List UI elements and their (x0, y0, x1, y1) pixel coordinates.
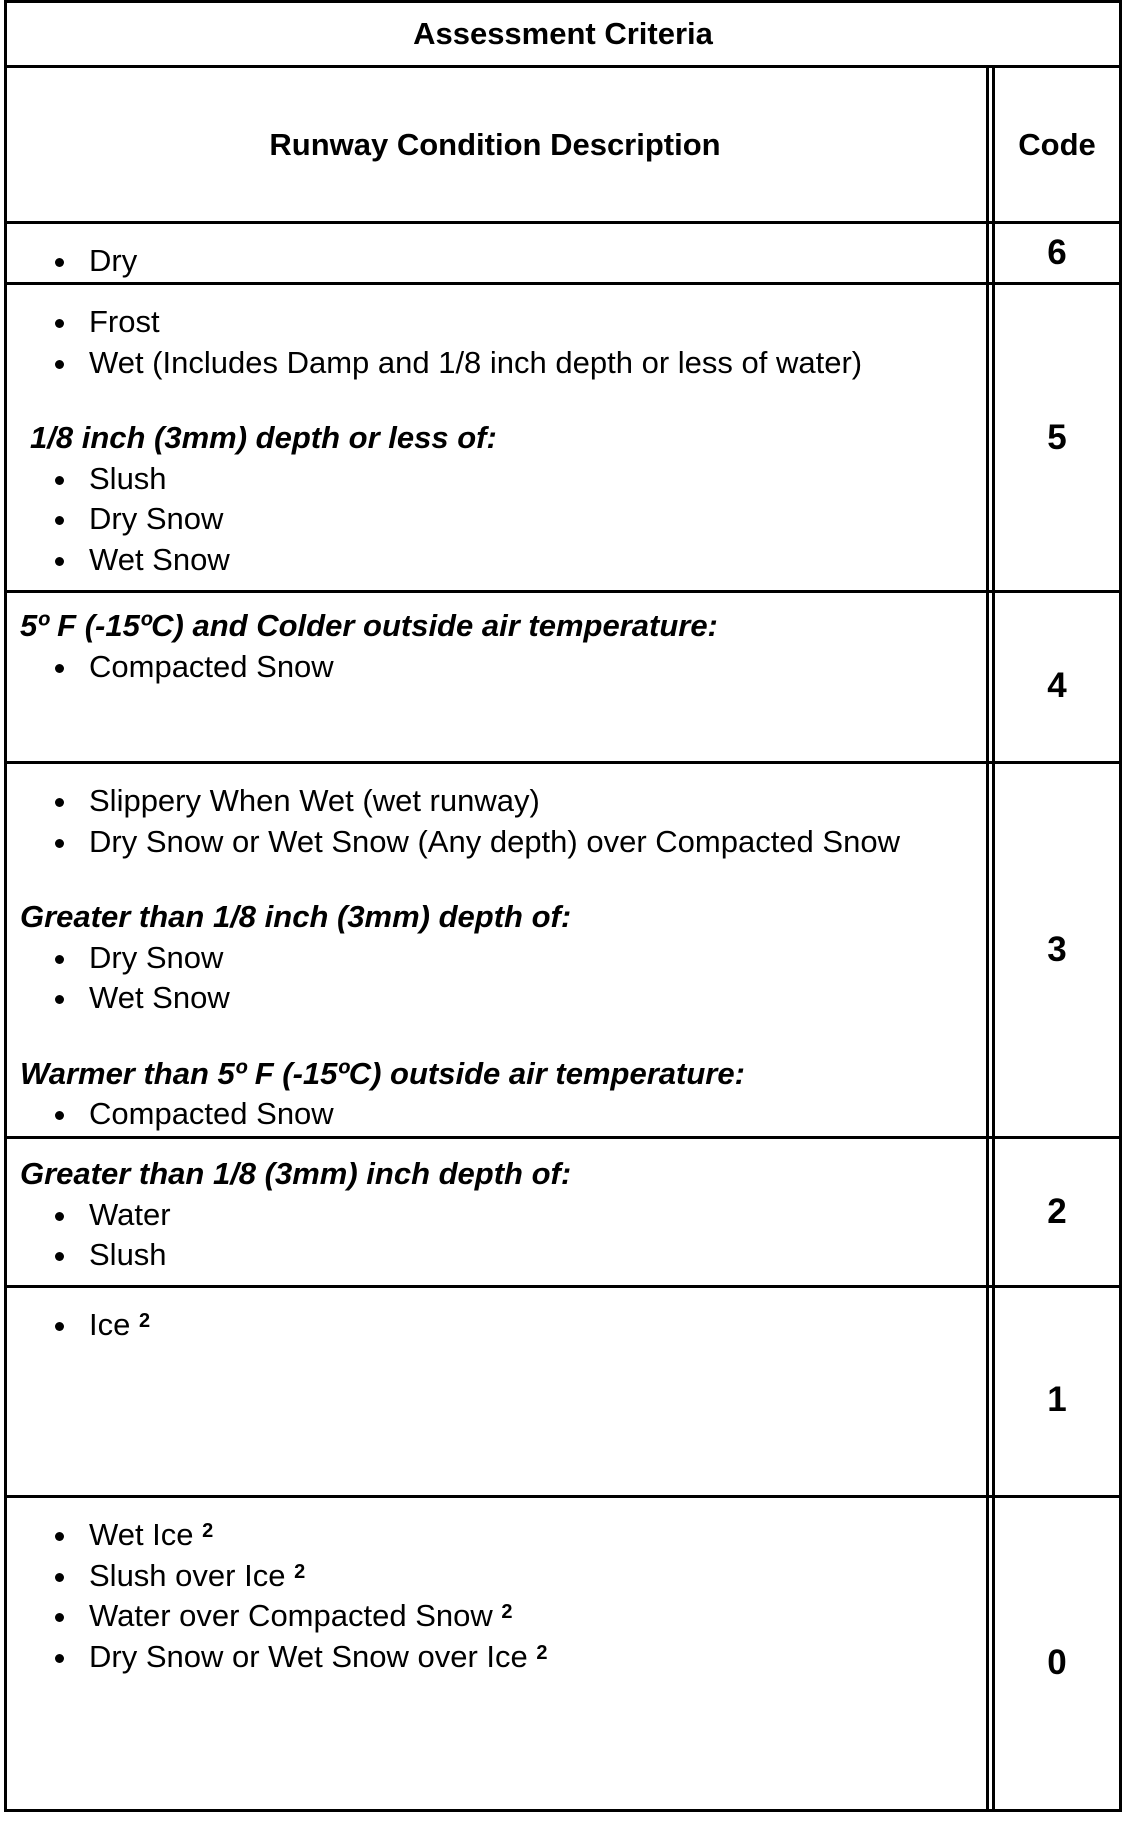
list-item-text: Dry Snow or Wet Snow over Ice (89, 1638, 528, 1674)
row-code: 2 (1047, 1192, 1067, 1231)
list-item (4, 1596, 986, 1637)
rule-row-6 (4, 282, 1122, 285)
code-column-header: Code (1018, 126, 1096, 162)
row-description (4, 302, 986, 580)
row-description (4, 241, 986, 282)
row-description (4, 1515, 986, 1677)
list-item: Dry Snow (4, 938, 986, 979)
list-item-text: Wet Ice (89, 1517, 194, 1552)
list-item: Dry Snow or Wet Snow (Any depth) over Compacted Snow (4, 822, 986, 863)
footnote-marker: 2 (536, 1641, 548, 1664)
list-item: Wet Snow (4, 540, 986, 581)
description-column-header: Runway Condition Description (269, 126, 721, 162)
list-item (4, 1637, 986, 1678)
row-subheading: 1/8 inch (3mm) depth or less of: (30, 420, 497, 455)
row-code: 3 (1047, 930, 1067, 969)
list-item: Compacted Snow (4, 1094, 986, 1135)
list-item: Wet Snow (4, 978, 986, 1019)
footnote-marker: 2 (138, 1310, 151, 1332)
list-item (4, 1556, 986, 1597)
list-item (4, 1305, 986, 1346)
rule-row-3 (4, 1136, 1122, 1139)
row-subheading: Greater than 1/8 inch (3mm) depth of: (20, 899, 572, 934)
list-item: Slush (4, 459, 986, 500)
row-description (4, 606, 986, 687)
list-item: Compacted Snow (4, 647, 986, 688)
rule-row-1 (4, 1495, 1122, 1498)
row-code: 0 (1047, 1643, 1067, 1682)
row-description (4, 781, 986, 1135)
rule-row-5 (4, 590, 1122, 593)
list-item: Frost (4, 302, 986, 343)
list-item-text: Slush over Ice (89, 1557, 286, 1593)
rule-row-2 (4, 1285, 1122, 1288)
list-item: Slippery When Wet (wet runway) (4, 781, 986, 822)
list-item-text: Ice (89, 1307, 131, 1342)
row-subheading: Warmer than 5º F (-15ºC) outside air temperature: (20, 1055, 745, 1091)
row-subheading: Greater than 1/8 (3mm) inch depth of: (20, 1156, 572, 1191)
footnote-marker: 2 (202, 1520, 214, 1542)
row-code: 4 (1047, 665, 1067, 705)
list-item (4, 1515, 986, 1556)
row-description (4, 1154, 986, 1276)
list-item: Slush (4, 1235, 986, 1276)
row-code: 5 (1047, 417, 1067, 457)
row-subheading: 5º F (-15ºC) and Colder outside air temperature: (20, 608, 718, 643)
row-description (4, 1305, 986, 1346)
row-code: 6 (1047, 233, 1067, 272)
rule-row-4 (4, 761, 1122, 764)
list-item: Dry Snow (4, 499, 986, 540)
row-code: 1 (1047, 1379, 1067, 1419)
list-item-text: Water over Compacted Snow (89, 1598, 493, 1633)
table-title: Assessment Criteria (413, 15, 713, 51)
list-item: Water (4, 1195, 986, 1236)
list-item: Dry (4, 241, 986, 282)
column-divider (986, 67, 989, 1812)
footnote-marker: 2 (294, 1560, 306, 1583)
list-item: Wet (Includes Damp and 1/8 inch depth or less of water) (4, 343, 986, 384)
footnote-marker: 2 (501, 1601, 513, 1623)
